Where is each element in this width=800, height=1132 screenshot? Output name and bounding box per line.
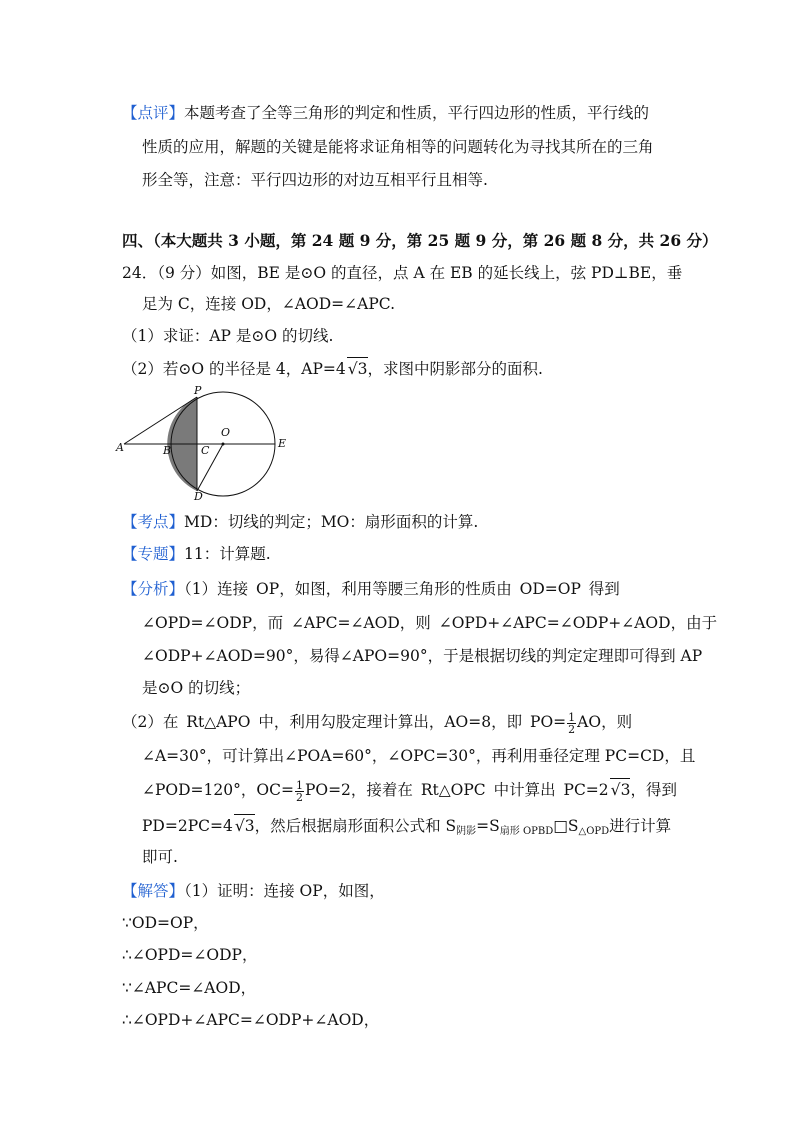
fraction-half-1-den: 2 — [568, 722, 576, 736]
subscript-sector: 扇形 OPBD — [499, 826, 554, 837]
fenxi-text-8c: =S — [476, 817, 500, 835]
fenxi-line-3: ∠ODP+∠AOD=90°，易得∠APO=90°，于是根据切线的判定定理即可得到 AP — [142, 647, 703, 665]
label-e: E — [278, 437, 287, 450]
fenxi-line-5 — [122, 711, 632, 735]
jieda-line-3: ∴∠OPD=∠ODP， — [122, 946, 258, 964]
review-line-3: 形全等，注意：平行四边形的对边互相平行且相等. — [142, 171, 488, 189]
label-p: P — [194, 384, 202, 397]
fraction-half-1 — [567, 712, 576, 735]
fraction-half-2-den: 2 — [295, 790, 303, 804]
fenxi-text-7a: ∠POD=120°，OC= — [142, 781, 294, 799]
fenxi-text-8e: 进行计算 — [609, 817, 672, 835]
problem-part-2 — [122, 357, 543, 380]
fenxi-text-5b: AO，则 — [577, 713, 633, 731]
problem-part-1: （1）求证：AP 是⊙O 的切线. — [122, 327, 334, 345]
review-tag: 【点评】 — [122, 104, 185, 122]
fenxi-line-4: 是⊙O 的切线； — [142, 679, 251, 697]
jieda-line-5: ∴∠OPD+∠APC=∠ODP+∠AOD， — [122, 1011, 380, 1029]
problem-line-2: 足为 C，连接 OD，∠AOD=∠APC. — [142, 295, 395, 313]
kaodian-text: MD：切线的判定；MO：扇形面积的计算. — [184, 513, 479, 531]
label-a: A — [116, 441, 124, 454]
review-line-1 — [122, 102, 649, 124]
label-o: O — [221, 426, 231, 439]
jieda-text-1: （1）证明：连接 OP，如图， — [184, 882, 385, 900]
fenxi-line-8 — [142, 814, 671, 840]
geometry-figure — [114, 384, 304, 502]
fenxi-line-1 — [122, 578, 620, 600]
fraction-half-2-num: 1 — [295, 778, 303, 792]
fenxi-line-2: ∠OPD=∠ODP，而 ∠APC=∠AOD，则 ∠OPD+∠APC=∠ODP+∠AOD，由于 — [142, 614, 718, 632]
fraction-half-2 — [295, 780, 304, 803]
fenxi-sqrt-7-value: 3 — [620, 781, 631, 799]
subscript-shaded: 阴影 — [456, 826, 477, 837]
label-d: D — [194, 490, 203, 502]
zhuanti-tag: 【专题】 — [122, 545, 185, 563]
fenxi-sqrt-8: √3 — [234, 814, 255, 837]
kaodian-tag: 【考点】 — [122, 513, 185, 531]
subscript-triangle: △OPD — [578, 826, 610, 837]
fenxi-text-7c: ，得到 — [630, 781, 677, 799]
problem-part-2-text-a: （2）若⊙O 的半径是 4，AP=4 — [122, 360, 346, 378]
review-line-2: 性质的应用，解题的关键是能将求证角相等的问题转化为寻找其所在的三角 — [142, 138, 654, 156]
fenxi-line-7 — [142, 778, 677, 803]
jieda-line-4: ∵∠APC=∠AOD， — [122, 979, 257, 997]
zhuanti-text: 11：计算题. — [184, 545, 271, 563]
fenxi-text-8d: □S — [553, 817, 579, 835]
fenxi-text-7b: PO=2，接着在 Rt△OPC 中计算出 PC=2 — [304, 781, 609, 799]
fenxi-text-8a: PD=2PC=4 — [142, 817, 233, 835]
review-text-1: 本题考查了全等三角形的判定和性质，平行四边形的性质，平行线的 — [184, 104, 650, 122]
fenxi-sqrt-8-value: 3 — [244, 817, 255, 835]
label-c: C — [201, 444, 210, 457]
problem-part-2-sqrt-value: 3 — [357, 360, 368, 378]
fenxi-text-1: （1）连接 OP，如图，利用等腰三角形的性质由 OD=OP 得到 — [184, 580, 620, 598]
fenxi-sqrt-7: √3 — [610, 778, 631, 801]
label-b: B — [163, 444, 172, 457]
problem-line-1: 24．（9 分）如图，BE 是⊙O 的直径，点 A 在 EB 的延长线上，弦 PD⊥BE，垂 — [122, 264, 683, 282]
zhuanti-line — [122, 543, 271, 565]
fraction-half-1-num: 1 — [568, 710, 576, 724]
section-header: 四、（本大题共 3 小题，第 24 题 9 分，第 25 题 9 分，第 26 题 8 分，共 26 分） — [122, 231, 718, 250]
jieda-line-2: ∵OD=OP， — [122, 914, 209, 932]
fenxi-tag: 【分析】 — [122, 580, 185, 598]
center-dot — [222, 443, 225, 446]
jieda-line-1 — [122, 880, 385, 902]
problem-part-2-sqrt: √3 — [347, 357, 368, 380]
fenxi-line-6: ∠A=30°，可计算出∠POA=60°，∠OPC=30°，再利用垂径定理 PC=CD，且 — [142, 747, 696, 765]
kaodian-line — [122, 511, 478, 533]
fenxi-text-5a: （2）在 Rt△APO 中，利用勾股定理计算出，AO=8，即 PO= — [122, 713, 567, 731]
fenxi-text-8b: ，然后根据扇形面积公式和 S — [254, 817, 457, 835]
fenxi-line-9: 即可. — [142, 848, 178, 866]
jieda-tag: 【解答】 — [122, 882, 185, 900]
problem-part-2-text-b: ，求图中阴影部分的面积. — [367, 360, 543, 378]
